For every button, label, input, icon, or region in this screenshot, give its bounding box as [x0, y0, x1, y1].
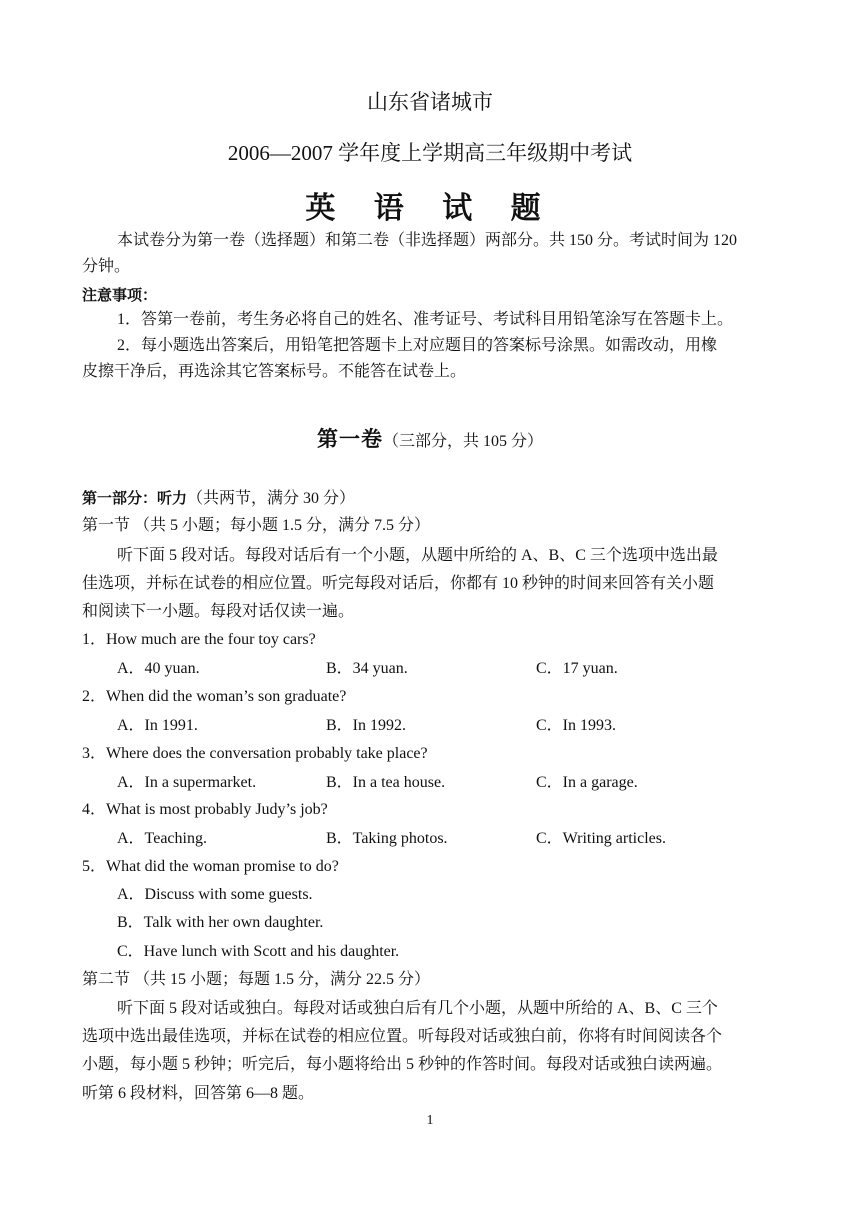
section1-instruction-1: 听下面 5 段对话。每段对话后有一个小题，从题中所给的 A、B、C 三个选项中选出最 [117, 547, 718, 564]
question-5-option-c: C．Have lunch with Scott and his daughter. [117, 943, 400, 960]
notes-item-2-line-2: 皮擦干净后，再选涂其它答案标号。不能答在试卷上。 [82, 363, 467, 380]
question-3: 3．Where does the conversation probably take place? [82, 745, 428, 762]
exam-title: 2006—2007 学年度上学期高三年级期中考试 [227, 141, 633, 165]
question-1-option-a: A．40 yuan. [117, 660, 200, 677]
question-5-option-b: B．Talk with her own daughter. [117, 914, 324, 931]
volume-title: 第一卷 [316, 427, 383, 451]
question-4-option-b: B．Taking photos. [326, 830, 448, 847]
question-3-option-c: C．In a garage. [536, 774, 638, 791]
volume-heading [0, 423, 860, 453]
question-3-option-b: B．In a tea house. [326, 774, 446, 791]
question-4: 4．What is most probably Judy’s job? [82, 801, 328, 818]
question-2-option-b: B．In 1992. [326, 717, 407, 734]
section2-instruction-3: 小题，每小题 5 秒钟；听完后，每小题将给出 5 秒钟的作答时间。每段对话或独白读两遍。 [82, 1056, 723, 1073]
intro-line-1: 本试卷分为第一卷（选择题）和第二卷（非选择题）两部分。共 150 分。考试时间为 120 [117, 232, 738, 249]
question-2-option-c: C．In 1993. [536, 717, 617, 734]
subject-title: 英 语 试 题 [305, 191, 555, 226]
part1-heading-line [82, 487, 780, 510]
page-number: 1 [426, 1113, 434, 1128]
question-5-option-a: A．Discuss with some guests. [117, 886, 313, 903]
part1-heading: 第一部分：听力 [82, 489, 188, 507]
part1-heading-sub: （共两节，满分 30 分） [187, 490, 356, 507]
question-1-option-c: C．17 yuan. [536, 660, 618, 677]
section1-heading: 第一节 （共 5 小题；每小题 1.5 分，满分 7.5 分） [82, 517, 431, 534]
question-5: 5．What did the woman promise to do? [82, 858, 339, 875]
question-4-option-c: C．Writing articles. [536, 830, 666, 847]
notes-item-2-line-1: 2．每小题选出答案后，用铅笔把答题卡上对应题目的答案标号涂黑。如需改动，用橡 [117, 337, 718, 354]
section1-instruction-3: 和阅读下一小题。每段对话仅读一遍。 [82, 603, 355, 620]
question-4-option-a: A．Teaching. [117, 830, 207, 847]
question-2: 2．When did the woman’s son graduate? [82, 688, 347, 705]
question-2-option-a: A．In 1991. [117, 717, 198, 734]
region-title: 山东省诸城市 [367, 90, 493, 114]
section2-instruction-2: 选项中选出最佳选项，并标在试卷的相应位置。听每段对话或独白前，你将有时间阅读各个 [82, 1028, 723, 1045]
volume-subtitle: （三部分，共 105 分） [382, 433, 543, 450]
intro-line-2: 分钟。 [82, 258, 131, 275]
section2-instruction-1: 听下面 5 段对话或独白。每段对话或独白后有几个小题，从题中所给的 A、B、C 三个 [117, 1000, 718, 1017]
section2-instruction-4: 听第 6 段材料，回答第 6—8 题。 [82, 1085, 315, 1102]
question-1: 1．How much are the four toy cars? [82, 631, 316, 648]
notes-heading: 注意事项： [82, 286, 158, 304]
notes-item-1: 1．答第一卷前，考生务必将自己的姓名、准考证号、考试科目用铅笔涂写在答题卡上。 [117, 311, 734, 328]
section2-heading: 第二节 （共 15 小题；每题 1.5 分，满分 22.5 分） [82, 971, 431, 988]
question-3-option-a: A．In a supermarket. [117, 774, 257, 791]
section1-instruction-2: 佳选项，并标在试卷的相应位置。听完每段对话后，你都有 10 秒钟的时间来回答有关小题 [82, 575, 715, 592]
question-1-option-b: B．34 yuan. [326, 660, 408, 677]
